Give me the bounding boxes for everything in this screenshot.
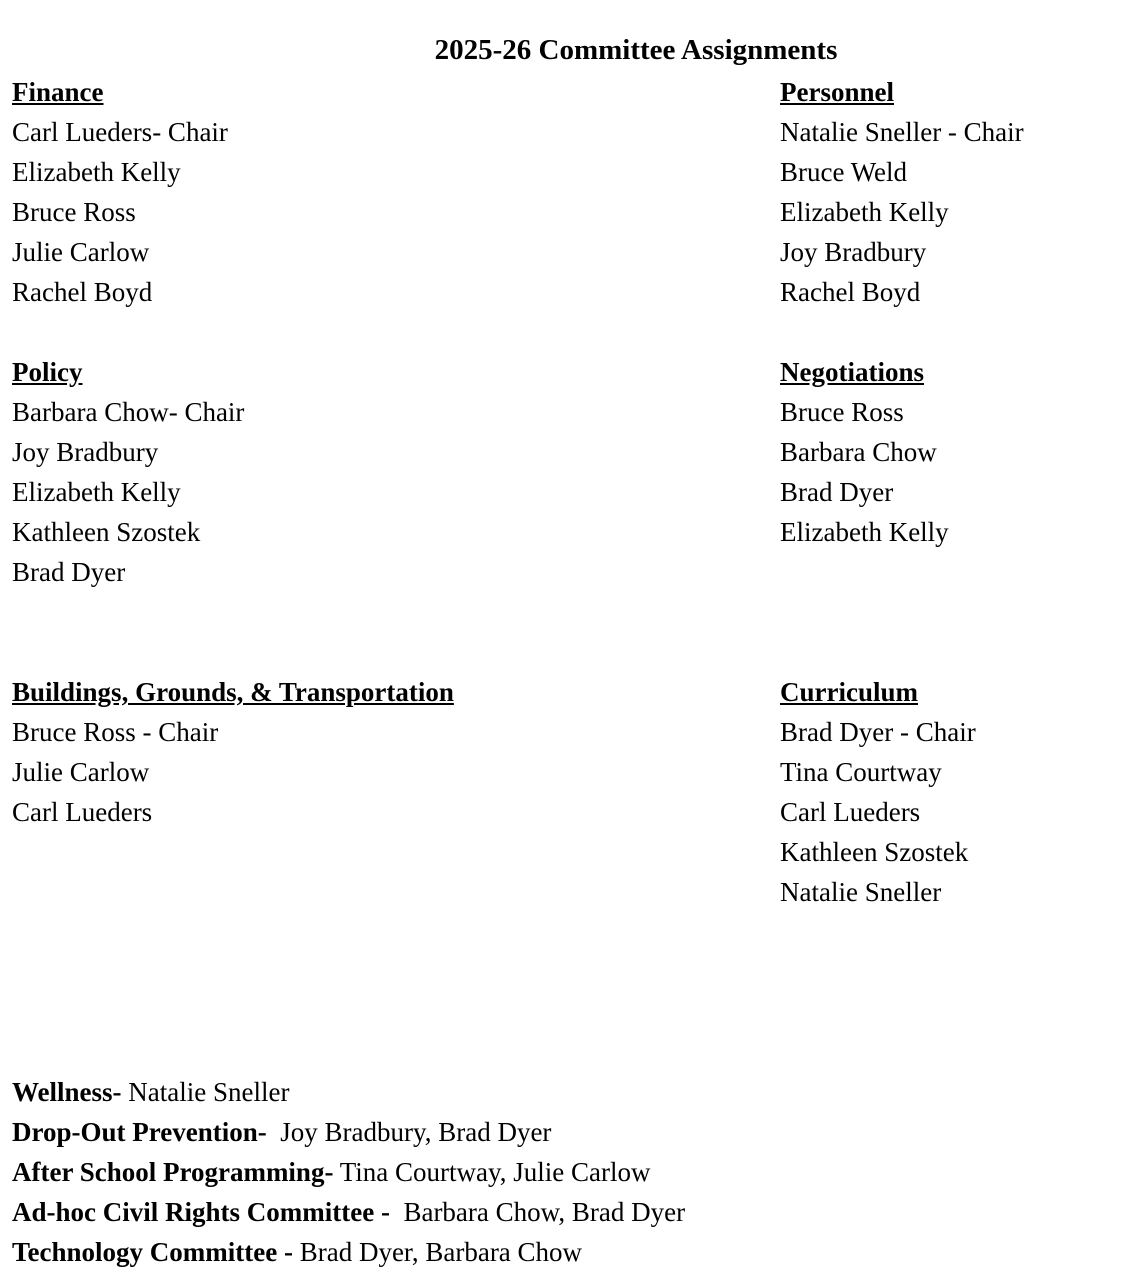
committee-heading: Finance bbox=[12, 77, 104, 107]
committee-member: Joy Bradbury bbox=[12, 437, 159, 467]
other-committee-wellness bbox=[12, 1072, 289, 1112]
other-committee-label: Ad-hoc Civil Rights Committee - bbox=[12, 1197, 397, 1227]
committee-heading: Curriculum bbox=[780, 677, 918, 707]
committee-member: Julie Carlow bbox=[12, 237, 150, 267]
other-committee-label: Drop-Out Prevention- bbox=[12, 1117, 267, 1147]
committee-member: Bruce Ross bbox=[780, 397, 904, 427]
committee-member: Natalie Sneller - Chair bbox=[780, 117, 1024, 147]
other-committee-members: Brad Dyer, Barbara Chow bbox=[292, 1237, 583, 1267]
page-title: 2025-26 Committee Assignments bbox=[434, 34, 838, 66]
committee-member: Carl Lueders bbox=[780, 797, 921, 827]
committee-heading: Buildings, Grounds, & Transportation bbox=[12, 677, 454, 707]
committee-member: Tina Courtway bbox=[780, 757, 942, 787]
committee-member: Bruce Weld bbox=[780, 157, 908, 187]
other-committee-technology bbox=[12, 1232, 582, 1272]
other-committee-civilrights bbox=[12, 1192, 685, 1232]
other-committee-label: Technology Committee - bbox=[12, 1237, 293, 1267]
committee-member: Brad Dyer bbox=[12, 557, 126, 587]
committee-member: Barbara Chow bbox=[780, 437, 937, 467]
committee-member: Brad Dyer - Chair bbox=[780, 717, 976, 747]
committee-member: Elizabeth Kelly bbox=[780, 197, 949, 227]
committee-member: Kathleen Szostek bbox=[780, 837, 969, 867]
committee-member: Julie Carlow bbox=[12, 757, 150, 787]
committee-member: Barbara Chow- Chair bbox=[12, 397, 245, 427]
other-committee-members: Natalie Sneller bbox=[121, 1077, 290, 1107]
committee-member: Rachel Boyd bbox=[780, 277, 921, 307]
committee-heading: Personnel bbox=[780, 77, 894, 107]
other-committee-dropout bbox=[12, 1112, 551, 1152]
committee-member: Joy Bradbury bbox=[780, 237, 927, 267]
committee-member: Carl Lueders- Chair bbox=[12, 117, 228, 147]
other-committee-members: Joy Bradbury, Brad Dyer bbox=[266, 1117, 552, 1147]
committee-heading: Negotiations bbox=[780, 357, 924, 387]
committee-member: Bruce Ross - Chair bbox=[12, 717, 219, 747]
committee-policy bbox=[12, 352, 244, 592]
committee-member: Elizabeth Kelly bbox=[780, 517, 949, 547]
committee-member: Natalie Sneller bbox=[780, 877, 942, 907]
committee-buildings bbox=[12, 672, 454, 832]
committee-personnel bbox=[780, 72, 1024, 312]
other-committee-label: Wellness- bbox=[12, 1077, 122, 1107]
committee-member: Carl Lueders bbox=[12, 797, 153, 827]
committee-curriculum bbox=[780, 672, 976, 912]
committee-heading: Policy bbox=[12, 357, 83, 387]
committee-member: Rachel Boyd bbox=[12, 277, 153, 307]
other-committee-afterschool bbox=[12, 1152, 650, 1192]
committee-member: Kathleen Szostek bbox=[12, 517, 201, 547]
committee-negotiations bbox=[780, 352, 949, 552]
committee-member: Bruce Ross bbox=[12, 197, 136, 227]
other-committee-label: After School Programming- bbox=[12, 1157, 334, 1187]
committee-member: Brad Dyer bbox=[780, 477, 894, 507]
other-committee-members: Tina Courtway, Julie Carlow bbox=[333, 1157, 651, 1187]
other-committee-members: Barbara Chow, Brad Dyer bbox=[396, 1197, 686, 1227]
committee-finance bbox=[12, 72, 228, 312]
committee-member: Elizabeth Kelly bbox=[12, 477, 181, 507]
committee-member: Elizabeth Kelly bbox=[12, 157, 181, 187]
